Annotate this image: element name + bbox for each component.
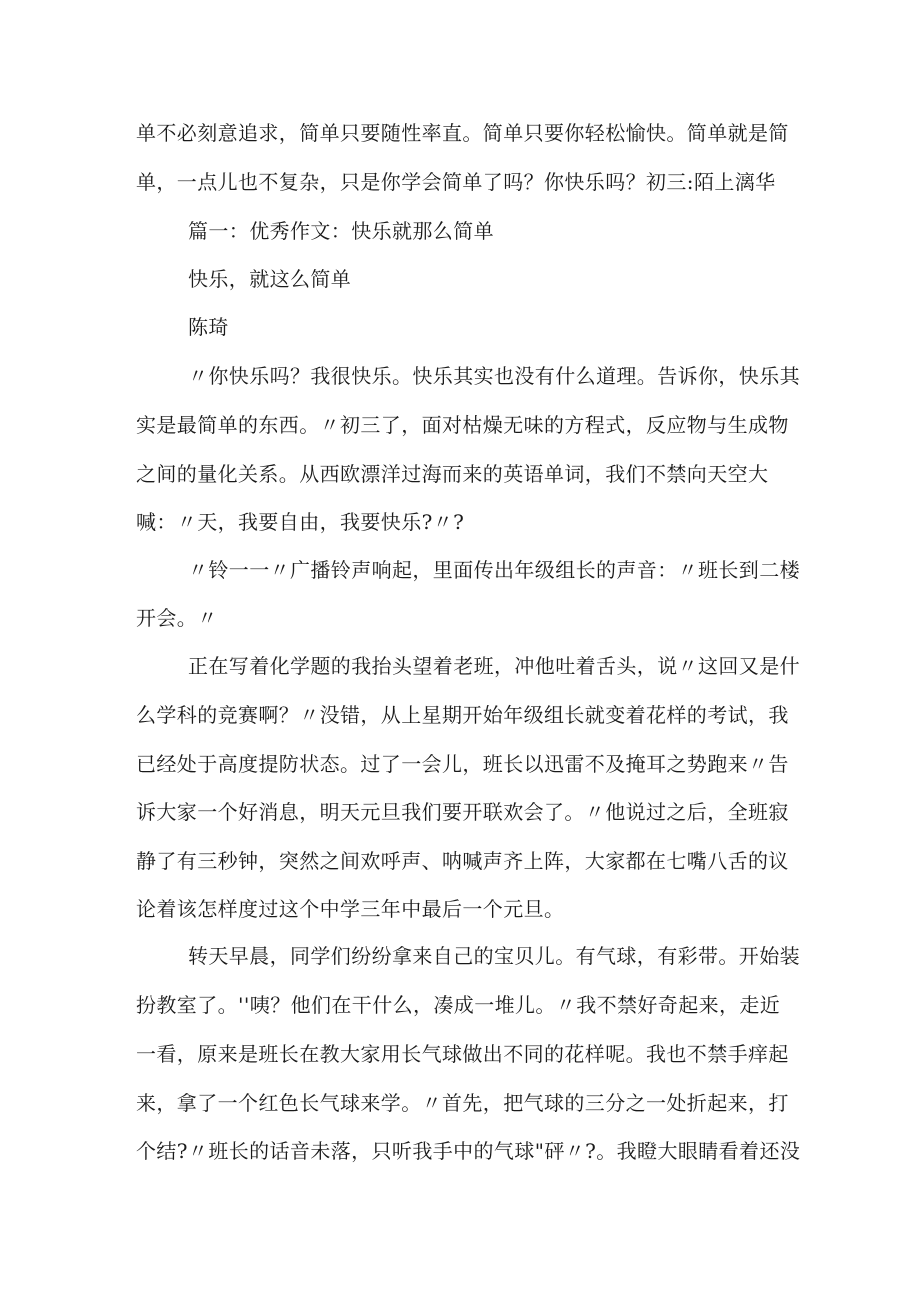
text-line-7: 实是最简单的东西。〃初三了，面对枯燥无味的方程式，反应物与生成物 [136,413,789,437]
text-line-2: 单，一点儿也不复杂，只是你学会简单了吗？你快乐吗？初三:陌上漓华 [136,170,776,194]
text-line-14: 已经处于高度提防状态。过了一会儿，班长以迅雷不及掩耳之势跑来〃告 [136,752,789,776]
text-line-18: 转天早晨，同学们纷纷拿来自己的宝贝儿。有气球，有彩带。开始装 [188,944,800,968]
text-line-8: 之间的量化关系。从西欧漂洋过海而来的英语单词，我们不禁向天空大 [136,462,769,486]
text-line-12: 正在写着化学题的我抬头望着老班，冲他吐着舌头，说〃这回又是什 [188,654,800,678]
section-heading: 篇一：优秀作文：快乐就那么简单 [188,219,494,243]
text-line-11: 开会。〃 [136,606,218,630]
text-line-21: 来，拿了一个红色长气球来学。〃首先，把气球的三分之一处折起来，打 [136,1091,789,1115]
author-name: 陈琦 [188,315,229,339]
essay-title: 快乐，就这么简单 [188,267,352,291]
text-line-20: 一看，原来是班长在教大家用长气球做出不同的花样呢。我也不禁手痒起 [136,1042,789,1066]
text-line-17: 论着该怎样度过这个中学三年中最后一个元旦。 [136,897,565,921]
text-line-15: 诉大家一个好消息，明天元旦我们要开联欢会了。〃他说过之后，全班寂 [136,800,789,824]
text-line-19: 扮教室了。''咦？他们在干什么，凑成一堆儿。〃我不禁好奇起来，走近 [136,993,781,1017]
text-line-9: 喊：〃天，我要自由，我要快乐?〃? [136,510,465,534]
text-line-6: 〃你快乐吗？我很快乐。快乐其实也没有什么道理。告诉你，快乐其 [188,364,800,388]
text-line-1: 单不必刻意追求，简单只要随性率直。简单只要你轻松愉快。简单就是简 [136,121,789,145]
text-line-16: 静了有三秒钟，突然之间欢呼声、呐喊声齐上阵，大家都在七嘴八舌的议 [136,849,789,873]
text-line-13: 么学科的竞赛啊？〃没错，从上星期开始年级组长就变着花样的考试，我 [136,703,789,727]
text-line-22: 个结?〃班长的话音未落，只听我手中的气球"砰〃?。我瞪大眼睛看着还没 [136,1139,801,1163]
text-line-10: 〃铃一一〃广播铃声响起，里面传出年级组长的声音：〃班长到二楼 [188,558,800,582]
